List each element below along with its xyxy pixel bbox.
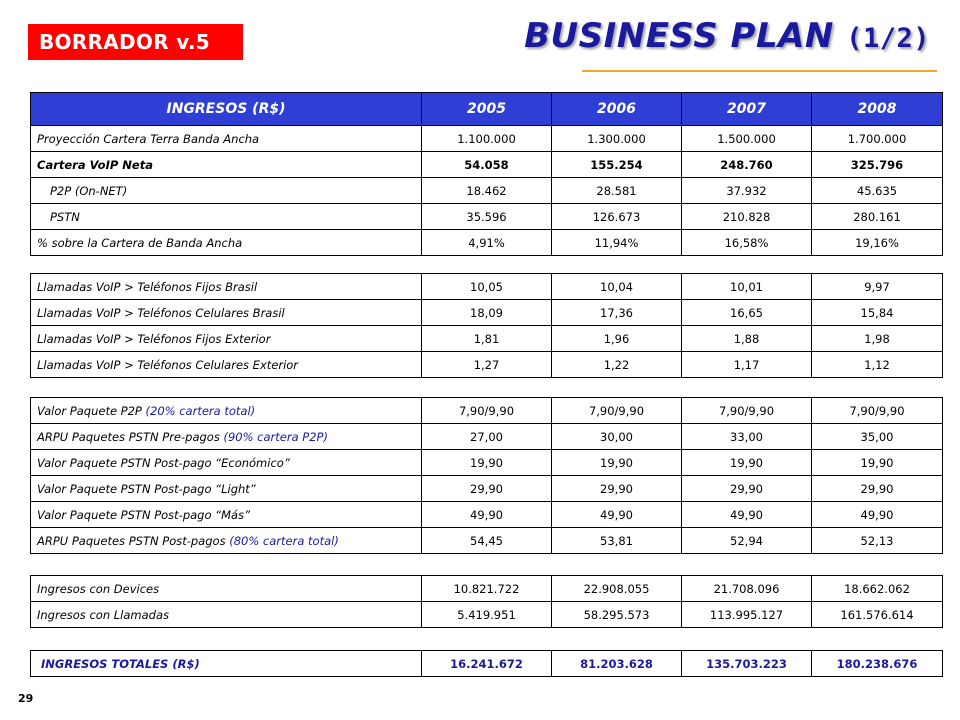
cell-value: 1.100.000 [422,126,552,152]
cell-value: 49,90 [552,502,682,528]
cell-value: 37.932 [682,178,812,204]
table-header-row [31,93,943,126]
table-row [31,326,943,352]
cell-value: 49,90 [812,502,943,528]
row-label-text: Valor Paquete PSTN Post-pago “Económico” [37,455,290,470]
row-label-note: (90% cartera P2P) [223,429,328,444]
cell-value: 248.760 [682,152,812,178]
cell-value: 29,90 [682,476,812,502]
title-page-indicator: (1/2) [846,23,930,54]
cell-value: 10,05 [422,274,552,300]
cell-value: 5.419.951 [422,602,552,628]
cell-value: 28.581 [552,178,682,204]
cell-value: 126.673 [552,204,682,230]
title-underline [582,70,937,72]
cell-value: 1,98 [812,326,943,352]
row-label: PSTN [31,204,422,230]
row-label: Llamadas VoIP > Teléfonos Celulares Exterior [31,352,422,378]
table-row [31,126,943,152]
revenue-total-table [30,650,943,677]
table-row [31,152,943,178]
cell-value: 22.908.055 [552,576,682,602]
cell-value: 10,04 [552,274,682,300]
cell-value: 18.662.062 [812,576,943,602]
cell-value: 30,00 [552,424,682,450]
table-row [31,204,943,230]
cell-value: 155.254 [552,152,682,178]
cell-value: 18,09 [422,300,552,326]
total-value: 81.203.628 [552,651,682,677]
cell-value: 1,17 [682,352,812,378]
row-label-note: (20% cartera total) [145,403,256,418]
cell-value: 19,90 [812,450,943,476]
row-label: Llamadas VoIP > Teléfonos Fijos Exterior [31,326,422,352]
row-label: Ingresos con Llamadas [31,602,422,628]
cell-value: 17,36 [552,300,682,326]
row-label: P2P (On-NET) [31,178,422,204]
cell-value: 21.708.096 [682,576,812,602]
cell-value: 113.995.127 [682,602,812,628]
total-value: 135.703.223 [682,651,812,677]
row-label [31,476,422,502]
cell-value: 52,13 [812,528,943,554]
draft-badge: BORRADOR v.5 [28,24,243,60]
table-row [31,352,943,378]
cell-value: 18.462 [422,178,552,204]
row-label: Llamadas VoIP > Teléfonos Celulares Brasil [31,300,422,326]
row-label: Ingresos con Devices [31,576,422,602]
cell-value: 7,90/9,90 [552,398,682,424]
title-main: BUSINESS PLAN [524,16,834,56]
cell-value: 1,27 [422,352,552,378]
cell-value: 54.058 [422,152,552,178]
row-label [31,450,422,476]
table-row [31,300,943,326]
cell-value: 52,94 [682,528,812,554]
cell-value: 35.596 [422,204,552,230]
cell-value: 16,65 [682,300,812,326]
table-row [31,424,943,450]
cell-value: 11,94% [552,230,682,256]
table-row [31,274,943,300]
cell-value: 9,97 [812,274,943,300]
total-value: 180.238.676 [812,651,943,677]
row-label [31,502,422,528]
row-label [31,528,422,554]
cell-value: 7,90/9,90 [422,398,552,424]
page-number: 29 [18,692,34,705]
revenue-table-section-1 [30,92,943,256]
row-label-text: Valor Paquete P2P [37,403,142,418]
cell-value: 45.635 [812,178,943,204]
col-header-year: 2005 [422,93,552,126]
cell-value: 210.828 [682,204,812,230]
cell-value: 1,12 [812,352,943,378]
table-row [31,450,943,476]
cell-value: 16,58% [682,230,812,256]
table-row [31,476,943,502]
cell-value: 1.500.000 [682,126,812,152]
cell-value: 15,84 [812,300,943,326]
row-label [31,398,422,424]
cell-value: 1,96 [552,326,682,352]
row-label-text: Valor Paquete PSTN Post-pago “Más” [37,507,251,522]
cell-value: 4,91% [422,230,552,256]
row-label-text: Valor Paquete PSTN Post-pago “Light” [37,481,256,496]
col-header-year: 2008 [812,93,943,126]
row-label [31,424,422,450]
cell-value: 10,01 [682,274,812,300]
cell-value: 325.796 [812,152,943,178]
table-row [31,502,943,528]
total-value: 16.241.672 [422,651,552,677]
cell-value: 10.821.722 [422,576,552,602]
cell-value: 29,90 [422,476,552,502]
cell-value: 1,22 [552,352,682,378]
cell-value: 29,90 [552,476,682,502]
cell-value: 58.295.573 [552,602,682,628]
row-label: Proyección Cartera Terra Banda Ancha [31,126,422,152]
revenue-table-section-4 [30,575,943,628]
table-row [31,398,943,424]
cell-value: 33,00 [682,424,812,450]
table-row [31,576,943,602]
col-header-label: INGRESOS (R$) [31,93,422,126]
cell-value: 27,00 [422,424,552,450]
revenue-table-section-3 [30,397,943,554]
cell-value: 7,90/9,90 [682,398,812,424]
cell-value: 19,90 [682,450,812,476]
cell-value: 1,88 [682,326,812,352]
cell-value: 7,90/9,90 [812,398,943,424]
cell-value: 35,00 [812,424,943,450]
row-label-text: ARPU Paquetes PSTN Pre-pagos [37,429,220,444]
row-label: Cartera VoIP Neta [31,152,422,178]
cell-value: 29,90 [812,476,943,502]
table-row [31,178,943,204]
table-row [31,528,943,554]
cell-value: 1.700.000 [812,126,943,152]
cell-value: 53,81 [552,528,682,554]
revenue-table-section-2 [30,273,943,378]
total-label: INGRESOS TOTALES (R$) [31,651,422,677]
col-header-year: 2006 [552,93,682,126]
cell-value: 1.300.000 [552,126,682,152]
cell-value: 280.161 [812,204,943,230]
row-label: Llamadas VoIP > Teléfonos Fijos Brasil [31,274,422,300]
row-label-text: ARPU Paquetes PSTN Post-pagos [37,533,226,548]
cell-value: 161.576.614 [812,602,943,628]
cell-value: 19,16% [812,230,943,256]
cell-value: 1,81 [422,326,552,352]
cell-value: 19,90 [422,450,552,476]
table-row [31,602,943,628]
row-label: % sobre la Cartera de Banda Ancha [31,230,422,256]
cell-value: 19,90 [552,450,682,476]
table-row [31,230,943,256]
page-title [524,16,930,56]
row-label-note: (80% cartera total) [229,533,339,548]
total-row [31,651,943,677]
col-header-year: 2007 [682,93,812,126]
cell-value: 54,45 [422,528,552,554]
cell-value: 49,90 [682,502,812,528]
cell-value: 49,90 [422,502,552,528]
